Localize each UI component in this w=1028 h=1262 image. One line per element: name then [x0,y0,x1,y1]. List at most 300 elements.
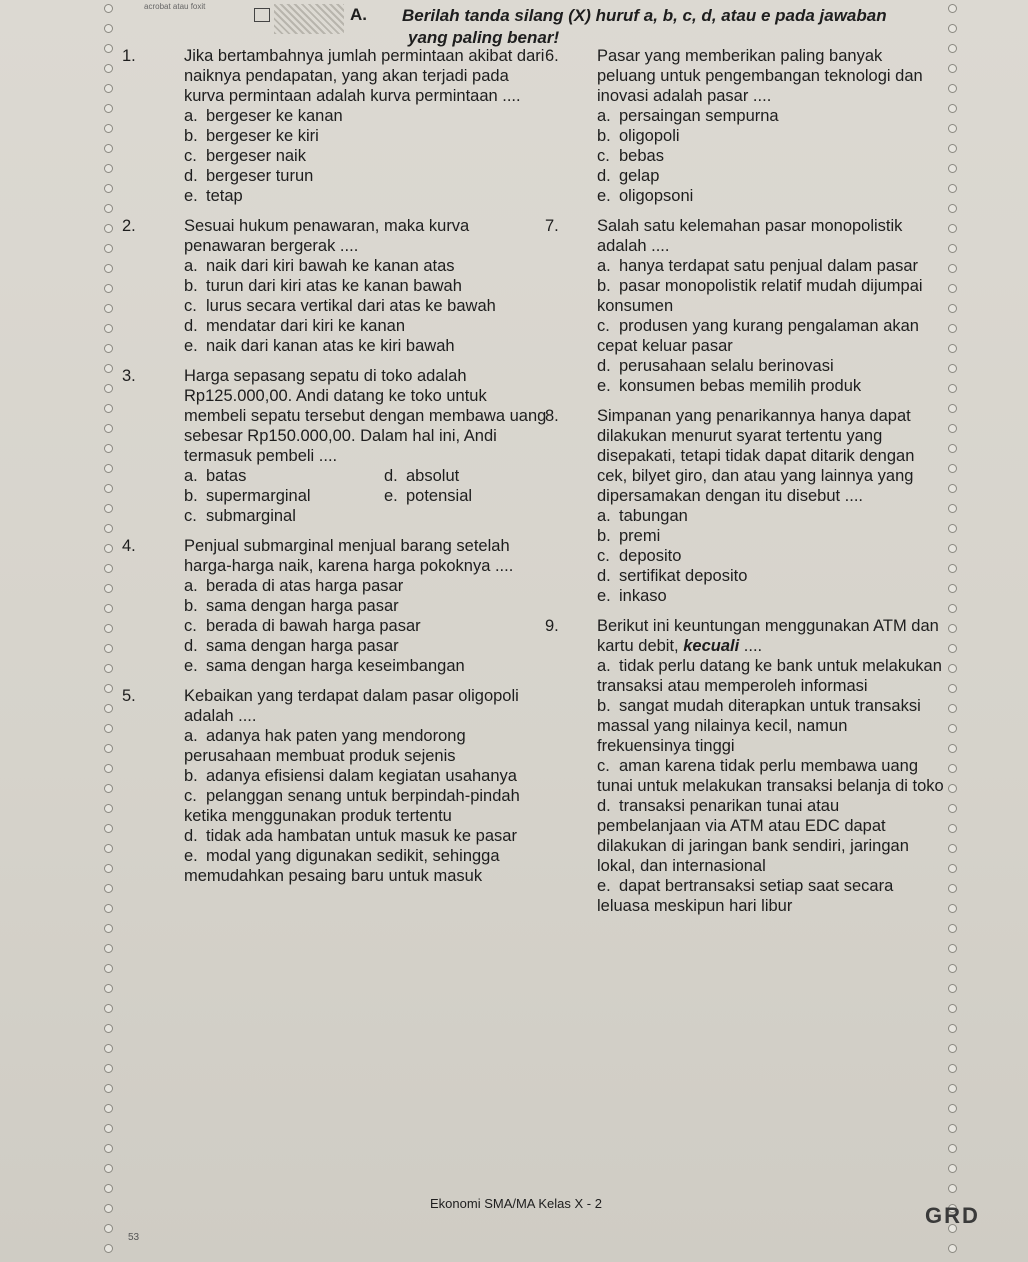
binding-ring [948,164,957,173]
option-letter: d. [184,637,198,655]
footer-title: Ekonomi SMA/MA Kelas X - 2 [430,1196,602,1211]
binding-ring [104,1224,113,1233]
binding-ring [948,1004,957,1013]
answer-option[interactable] [597,506,945,526]
binding-ring [948,4,957,13]
answer-option[interactable] [184,296,552,316]
option-text: tetap [206,187,243,205]
answer-option[interactable] [184,316,552,336]
option-text: aman karena tidak perlu membawa uang tunai untuk melakukan transaksi belanja di toko [597,757,944,795]
left-spiral-binding [104,0,122,1262]
binding-ring [104,944,113,953]
binding-ring [104,684,113,693]
option-letter: e. [597,377,611,395]
answer-option[interactable] [597,696,945,756]
answer-option[interactable] [597,106,945,126]
binding-ring [104,1244,113,1253]
answer-option[interactable] [184,596,552,616]
binding-ring [104,584,113,593]
binding-ring [948,664,957,673]
question-text-part: Berikut ini keuntungan menggunakan ATM dan kartu debit, [597,617,939,655]
corner-note: acrobat atau foxit [144,2,206,11]
question-text: Harga sepasang sepatu di toko adalah Rp125.000,00. Andi datang ke toko untuk membeli sepatu tersebut dengan membawa uang sebesar Rp150.000,00. Dalam hal ini, Andi termasuk pembeli .... [184,367,547,465]
answer-option[interactable] [597,656,945,696]
answer-option[interactable] [597,186,945,206]
binding-ring [104,964,113,973]
binding-ring [948,864,957,873]
option-text: tidak ada hambatan untuk masuk ke pasar [206,827,517,845]
answer-option[interactable] [597,566,945,586]
binding-ring [104,84,113,93]
option-text: sama dengan harga pasar [206,637,399,655]
answer-option[interactable] [184,486,384,506]
option-text: lurus secara vertikal dari atas ke bawah [206,297,496,315]
left-column [122,46,552,896]
binding-ring [948,824,957,833]
right-spiral-binding [948,0,966,1262]
question-number: 2. [122,217,136,235]
binding-ring [104,304,113,313]
binding-ring [104,724,113,733]
option-letter: b. [184,277,198,295]
answer-option[interactable] [184,726,552,766]
option-text: transaksi penarikan tunai atau pembelanjaan via ATM atau EDC dapat dilakukan di jaringan bank sendiri, jaringan lokal, dan internasional [597,797,909,875]
option-text: supermarginal [206,487,311,505]
binding-ring [104,624,113,633]
section-instruction-cont: yang paling benar! [408,28,560,47]
binding-ring [948,844,957,853]
option-letter: c. [184,147,197,165]
option-letter: d. [597,357,611,375]
option-letter: b. [184,767,198,785]
answer-option[interactable] [597,796,945,876]
answer-option[interactable] [184,186,552,206]
option-text: bergeser naik [206,147,306,165]
question-item [122,686,552,886]
binding-ring [104,1024,113,1033]
binding-ring [948,744,957,753]
binding-ring [104,284,113,293]
answer-option[interactable] [184,506,384,526]
option-text: berada di atas harga pasar [206,577,404,595]
section-instruction: Berilah tanda silang (X) huruf a, b, c, d, atau e pada jawaban [402,6,887,25]
binding-ring [104,664,113,673]
question-number: 7. [545,217,559,235]
option-letter: d. [384,467,398,485]
binding-ring [104,984,113,993]
answer-option[interactable] [597,376,945,396]
binding-ring [948,344,957,353]
answer-option[interactable] [184,126,552,146]
answer-option[interactable] [184,786,552,826]
binding-ring [104,144,113,153]
option-letter: b. [184,597,198,615]
answer-option[interactable] [184,106,552,126]
option-text: konsumen bebas memilih produk [619,377,862,395]
binding-ring [948,1144,957,1153]
option-text: sama dengan harga pasar [206,597,399,615]
option-text: pasar monopolistik relatif mudah dijumpai konsumen [597,277,923,315]
option-text: inkaso [619,587,667,605]
question-number: 6. [545,47,559,65]
binding-ring [104,924,113,933]
answer-option[interactable] [184,826,552,846]
binding-ring [104,164,113,173]
option-letter: a. [184,727,198,745]
binding-ring [948,464,957,473]
question-number: 4. [122,537,136,555]
binding-ring [104,104,113,113]
question-number: 3. [122,367,136,385]
option-text: deposito [619,547,682,565]
binding-ring [104,784,113,793]
option-text: hanya terdapat satu penjual dalam pasar [619,257,919,275]
binding-ring [948,424,957,433]
option-letter: a. [597,507,611,525]
binding-ring [948,404,957,413]
binding-ring [948,224,957,233]
binding-ring [104,424,113,433]
option-letter: b. [184,127,198,145]
answer-option[interactable] [597,276,945,316]
checkbox-icon [254,8,270,22]
answer-option[interactable] [597,126,945,146]
binding-ring [948,124,957,133]
option-letter: b. [597,127,611,145]
option-text: mendatar dari kiri ke kanan [206,317,406,335]
question-item [122,536,552,676]
binding-ring [104,644,113,653]
binding-ring [104,124,113,133]
option-text: adanya hak paten yang mendorong perusahaan membuat produk sejenis [184,727,466,765]
answer-option[interactable] [597,316,945,356]
option-letter: c. [597,317,610,335]
answer-option[interactable] [597,756,945,796]
binding-ring [948,604,957,613]
option-letter: d. [597,167,611,185]
binding-ring [948,104,957,113]
binding-ring [948,1084,957,1093]
question-item [122,46,552,206]
option-text: potensial [406,487,473,505]
question-item [545,616,945,916]
binding-ring [948,184,957,193]
binding-ring [948,364,957,373]
option-letter: a. [184,577,198,595]
binding-ring [948,1124,957,1133]
question-text: Salah satu kelemahan pasar monopolistik adalah .... [597,217,903,255]
binding-ring [948,444,957,453]
question-text: Simpanan yang penarikannya hanya dapat dilakukan menurut syarat tertentu yang disepakati, tetapi tidak dapat ditarik dengan cek, bilyet giro, dan atau yang lainnya yang dipersamakan dengan itu disebut .... [597,407,915,505]
question-text [597,616,945,656]
option-text: tidak perlu datang ke bank untuk melakukan transaksi atau memperoleh informasi [597,657,942,695]
binding-ring [104,844,113,853]
binding-ring [104,1124,113,1133]
binding-ring [104,704,113,713]
question-text: Pasar yang memberikan paling banyak peluang untuk pengembangan teknologi dan inovasi adalah pasar .... [597,47,923,105]
answer-option[interactable] [597,166,945,186]
answer-option[interactable] [184,276,552,296]
option-text: naik dari kanan atas ke kiri bawah [206,337,455,355]
page-number: 53 [128,1232,140,1243]
option-text: bergeser ke kanan [206,107,343,125]
option-letter: d. [184,827,198,845]
answer-option[interactable] [184,256,552,276]
binding-ring [948,964,957,973]
option-letter: e. [597,877,611,895]
answer-option[interactable] [597,356,945,376]
option-letter: a. [597,657,611,675]
option-letter: d. [597,797,611,815]
binding-ring [948,724,957,733]
binding-ring [104,1164,113,1173]
binding-ring [948,1164,957,1173]
option-letter: b. [184,487,198,505]
binding-ring [104,544,113,553]
option-text: turun dari kiri atas ke kanan bawah [206,277,462,295]
right-column [545,46,945,926]
option-letter: e. [384,487,398,505]
question-item [545,406,945,606]
binding-ring [104,1184,113,1193]
binding-ring [104,224,113,233]
option-text: bebas [619,147,664,165]
binding-ring [104,1084,113,1093]
option-letter: c. [184,787,197,805]
option-letter: e. [184,187,198,205]
question-emphasis: kecuali [683,637,740,655]
binding-ring [948,484,957,493]
binding-ring [104,264,113,273]
binding-ring [104,204,113,213]
binding-ring [948,324,957,333]
binding-ring [104,44,113,53]
binding-ring [948,1044,957,1053]
question-item [122,366,552,526]
binding-ring [104,864,113,873]
binding-ring [104,504,113,513]
binding-ring [948,884,957,893]
binding-ring [104,764,113,773]
binding-ring [104,184,113,193]
binding-ring [104,1104,113,1113]
top-left-corner [4,0,354,40]
option-letter: c. [597,147,610,165]
binding-ring [948,504,957,513]
binding-ring [948,1244,957,1253]
option-text: submarginal [206,507,296,525]
question-number: 1. [122,47,136,65]
option-letter: b. [597,527,611,545]
binding-ring [948,1104,957,1113]
binding-ring [948,204,957,213]
answer-option[interactable] [597,876,945,916]
option-text: batas [206,467,247,485]
option-text: sama dengan harga keseimbangan [206,657,465,675]
binding-ring [948,644,957,653]
option-text: naik dari kiri bawah ke kanan atas [206,257,455,275]
option-text: persaingan sempurna [619,107,779,125]
option-text: bergeser ke kiri [206,127,319,145]
answer-option[interactable] [184,636,552,656]
binding-ring [104,404,113,413]
binding-ring [948,924,957,933]
binding-ring [104,364,113,373]
option-letter: a. [597,107,611,125]
binding-ring [948,84,957,93]
option-letter: e. [184,657,198,675]
option-letter: a. [184,257,198,275]
option-letter: c. [184,617,197,635]
binding-ring [104,1004,113,1013]
question-text: Kebaikan yang terdapat dalam pasar oligopoli adalah .... [184,687,519,725]
option-letter: a. [184,107,198,125]
option-letter: e. [597,587,611,605]
question-text-part: .... [739,637,763,655]
binding-ring [104,744,113,753]
binding-ring [104,524,113,533]
option-text: oligopsoni [619,187,694,205]
binding-ring [948,284,957,293]
binding-ring [948,784,957,793]
option-text: absolut [406,467,460,485]
binding-ring [948,584,957,593]
section-letter: A. [350,5,367,24]
option-letter: c. [597,547,610,565]
option-letter: c. [184,507,197,525]
answer-option[interactable] [184,846,552,886]
binding-ring [104,884,113,893]
answer-option[interactable] [184,146,552,166]
option-text: tabungan [619,507,688,525]
option-text: berada di bawah harga pasar [206,617,421,635]
binding-ring [948,624,957,633]
question-number: 9. [545,617,559,635]
option-letter: e. [597,187,611,205]
option-text: gelap [619,167,660,185]
answer-option[interactable] [184,166,552,186]
binding-ring [104,484,113,493]
option-letter: e. [184,337,198,355]
answer-option[interactable] [597,526,945,546]
binding-ring [948,704,957,713]
option-text: perusahaan selalu berinovasi [619,357,834,375]
binding-ring [948,64,957,73]
option-letter: a. [597,257,611,275]
option-text: sangat mudah diterapkan untuk transaksi massal yang nilainya kecil, namun frekuensinya tinggi [597,697,921,755]
option-text: pelanggan senang untuk berpindah-pindah ketika menggunakan produk tertentu [184,787,520,825]
option-letter: b. [597,697,611,715]
binding-ring [104,464,113,473]
binding-ring [948,1064,957,1073]
binding-ring [104,64,113,73]
binding-ring [948,904,957,913]
binding-ring [104,444,113,453]
question-item [545,216,945,396]
option-letter: a. [184,467,198,485]
decorative-pattern [274,4,344,34]
binding-ring [104,384,113,393]
option-letter: c. [597,757,610,775]
question-text: Sesuai hukum penawaran, maka kurva penawaran bergerak .... [184,217,470,255]
binding-ring [104,564,113,573]
binding-ring [948,264,957,273]
binding-ring [104,1144,113,1153]
binding-ring [104,1064,113,1073]
answer-option[interactable] [597,146,945,166]
option-text: dapat bertransaksi setiap saat secara leluasa meskipun hari libur [597,877,894,915]
binding-ring [948,544,957,553]
binding-ring [948,1184,957,1193]
answer-options-grid [184,466,552,526]
question-item [122,216,552,356]
binding-ring [948,564,957,573]
binding-ring [948,684,957,693]
option-letter: d. [184,317,198,335]
binding-ring [104,1044,113,1053]
answer-option[interactable] [597,256,945,276]
answer-option[interactable] [184,466,384,486]
question-number: 5. [122,687,136,705]
binding-ring [104,904,113,913]
binding-ring [948,1024,957,1033]
option-text: sertifikat deposito [619,567,748,585]
binding-ring [104,1204,113,1213]
binding-ring [104,244,113,253]
binding-ring [104,804,113,813]
option-text: oligopoli [619,127,680,145]
binding-ring [948,44,957,53]
answer-option[interactable] [184,766,552,786]
question-text: Jika bertambahnya jumlah permintaan akibat dari naiknya pendapatan, yang akan terjadi pada kurva permintaan adalah kurva permintaan .... [184,47,545,105]
option-text: bergeser turun [206,167,314,185]
binding-ring [104,344,113,353]
answer-option[interactable] [597,546,945,566]
binding-ring [948,244,957,253]
binding-ring [948,384,957,393]
binding-ring [948,984,957,993]
binding-ring [948,24,957,33]
question-number: 8. [545,407,559,425]
answer-option[interactable] [184,616,552,636]
option-letter: b. [597,277,611,295]
option-text: premi [619,527,661,545]
binding-ring [948,764,957,773]
binding-ring [948,804,957,813]
option-letter: d. [184,167,198,185]
option-text: produsen yang kurang pengalaman akan cepat keluar pasar [597,317,919,355]
binding-ring [948,944,957,953]
question-text: Penjual submarginal menjual barang setelah harga-harga naik, karena harga pokoknya .... [184,537,514,575]
option-text: modal yang digunakan sedikit, sehingga memudahkan pesaing baru untuk masuk [184,847,500,885]
answer-option[interactable] [597,586,945,606]
answer-option[interactable] [184,656,552,676]
binding-ring [104,604,113,613]
binding-ring [948,524,957,533]
binding-ring [948,304,957,313]
answer-option[interactable] [184,576,552,596]
question-item [545,46,945,206]
option-letter: c. [184,297,197,315]
publisher-logo: GRD [925,1203,980,1228]
binding-ring [104,324,113,333]
binding-ring [104,824,113,833]
option-text: adanya efisiensi dalam kegiatan usahanya [206,767,517,785]
option-letter: d. [597,567,611,585]
answer-option[interactable] [184,336,552,356]
option-letter: e. [184,847,198,865]
binding-ring [948,144,957,153]
